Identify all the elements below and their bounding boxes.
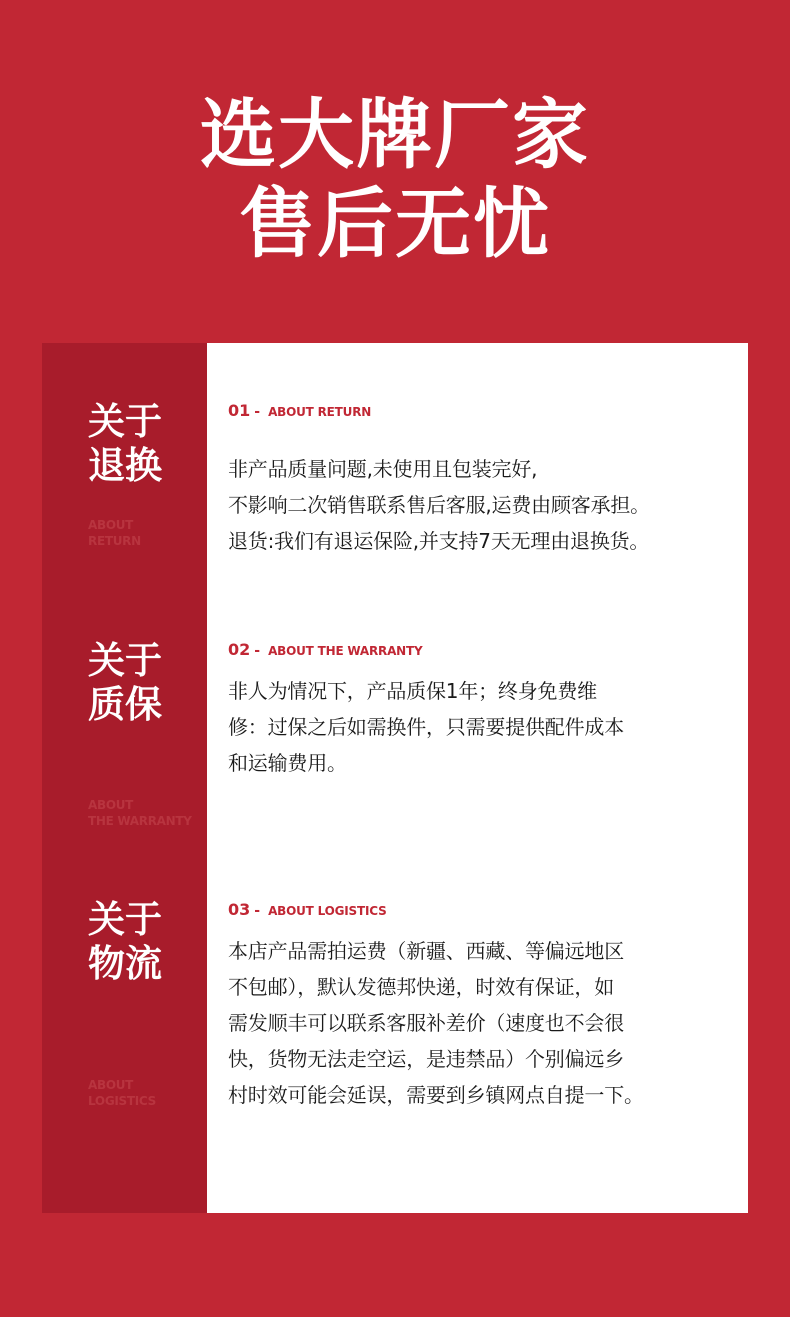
side-title-line: 退换	[88, 444, 162, 487]
side-en-line: ABOUT	[88, 518, 134, 532]
body-line: 修：过保之后如需换件，只需要提供配件成本	[228, 715, 624, 739]
side-en-line: THE WARRANTY	[88, 814, 192, 828]
section-separator: -	[254, 903, 261, 919]
section-number: 01	[228, 401, 251, 420]
body-line: 不包邮），默认发德邦快递，时效有保证，如	[228, 975, 614, 999]
side-en-line: ABOUT	[88, 1078, 134, 1092]
section-number: 03	[228, 900, 251, 919]
side-en-warranty	[88, 797, 192, 829]
body-line: 和运输费用。	[228, 751, 347, 775]
side-en-line: RETURN	[88, 534, 141, 548]
section-heading-text: ABOUT RETURN	[268, 405, 372, 419]
side-title-line: 关于	[88, 400, 162, 443]
section-separator: -	[254, 643, 261, 659]
info-card	[42, 343, 748, 1213]
headline-line-1: 选大牌厂家	[200, 90, 590, 179]
side-title-warranty	[88, 639, 162, 727]
section-body-warranty	[228, 673, 624, 781]
side-title-line: 关于	[88, 639, 162, 682]
card-content	[207, 343, 748, 1213]
side-en-line: LOGISTICS	[88, 1094, 156, 1108]
body-line: 不影响二次销售联系售后客服,运费由顾客承担。	[228, 493, 650, 517]
headline-line-2: 售后无忧	[239, 179, 551, 268]
side-title-return	[88, 400, 162, 488]
card-sidebar	[42, 343, 207, 1213]
section-heading-logistics	[228, 901, 387, 920]
body-line: 快，货物无法走空运，是违禁品）个别偏远乡	[228, 1047, 624, 1071]
side-title-line: 物流	[88, 942, 162, 985]
section-heading-text: ABOUT THE WARRANTY	[268, 644, 423, 658]
side-en-line: ABOUT	[88, 798, 134, 812]
section-heading-warranty	[228, 641, 423, 660]
body-line: 本店产品需拍运费（新疆、西藏、等偏远地区	[228, 939, 624, 963]
side-title-logistics	[88, 898, 162, 986]
side-title-line: 质保	[88, 683, 162, 726]
section-number: 02	[228, 640, 251, 659]
side-en-logistics	[88, 1077, 156, 1109]
section-body-logistics	[228, 933, 644, 1113]
body-line: 村时效可能会延误，需要到乡镇网点自提一下。	[228, 1083, 644, 1107]
body-line: 退货:我们有退运保险,并支持7天无理由退换货。	[228, 529, 650, 553]
body-line: 非产品质量问题,未使用且包装完好,	[228, 457, 538, 481]
section-heading-text: ABOUT LOGISTICS	[268, 904, 387, 918]
side-title-line: 关于	[88, 898, 162, 941]
section-heading-return	[228, 402, 371, 421]
section-separator: -	[254, 404, 261, 420]
body-line: 非人为情况下，产品质保1年；终身免费维	[228, 679, 597, 703]
section-body-return	[228, 451, 650, 559]
side-en-return	[88, 517, 141, 549]
body-line: 需发顺丰可以联系客服补差价（速度也不会很	[228, 1011, 624, 1035]
